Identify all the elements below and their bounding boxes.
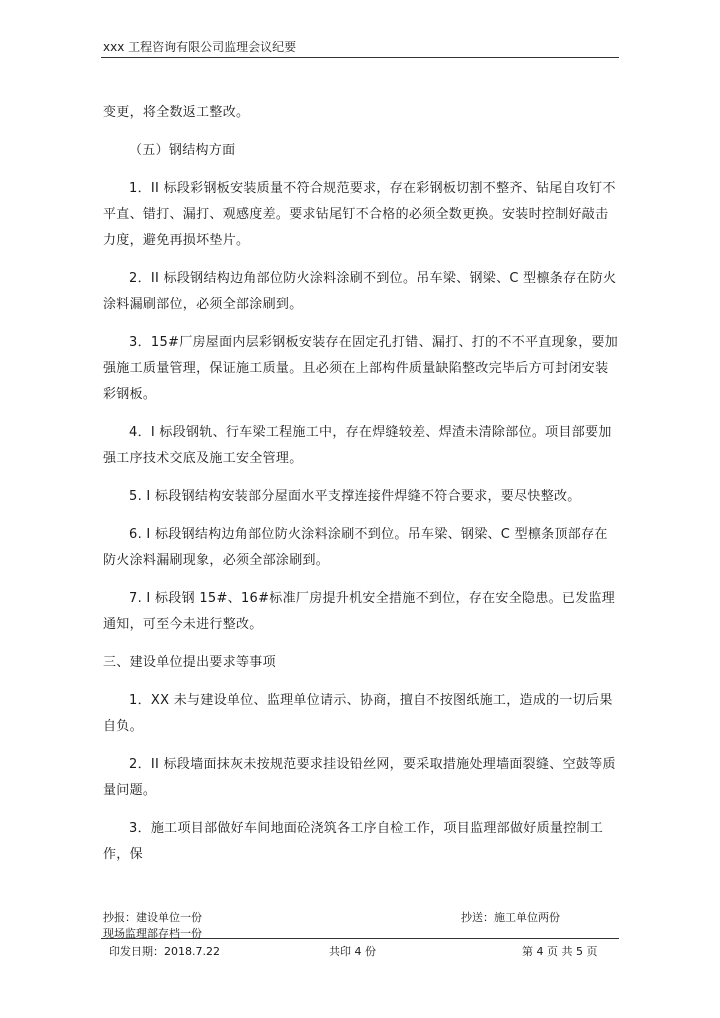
- footer-cc-report: 抄报：建设单位一份: [103, 911, 202, 924]
- footer-copies: 共印 4 份: [329, 945, 376, 958]
- document-body: [103, 100, 620, 880]
- steel-item-7: 7. I 标段钢 15#、16#标准厂房提升机安全措施不到位，存在安全隐患。已发监理通知，可至今未进行整改。: [103, 591, 616, 632]
- owner-item-2: 2．II 标段墙面抹灰未按规范要求挂设铅丝网，要采取措施处理墙面裂缝、空鼓等质量问题。: [103, 757, 616, 798]
- owner-item-3: 3．施工项目部做好车间地面砼浇筑各工序自检工作，项目监理部做好质量控制工作，保: [103, 821, 604, 862]
- steel-item-1: 1．II 标段彩钢板安装质量不符合规范要求，存在彩钢板切割不整齐、钻尾自攻钉不平直、错打、漏打、观感度差。要求钻尾钉不合格的必须全数更换。安装时控制好敲击力度，避免再损坏垫片。: [103, 181, 616, 248]
- section-heading-steel-structure: （五）钢结构方面: [129, 143, 236, 158]
- steel-item-5: 5. I 标段钢结构安装部分屋面水平支撑连接件焊缝不符合要求，要尽快整改。: [129, 489, 581, 504]
- footer-archive: 现场监理部存档一份: [103, 927, 202, 940]
- footer-page-number: 第 4 页 共 5 页: [522, 945, 598, 958]
- paragraph-continuation: 变更，将全数返工整改。: [103, 105, 250, 120]
- owner-item-1: 1．XX 未与建设单位、监理单位请示、协商，擅自不按图纸施工，造成的一切后果自负。: [103, 693, 613, 734]
- steel-item-6: 6. I 标段钢结构边角部位防火涂料涂刷不到位。吊车梁、钢梁、C 型檩条顶部存在防火涂料漏刷现象，必须全部涂刷到。: [103, 527, 608, 568]
- section-heading-owner-requirements: 三、建设单位提出要求等事项: [103, 655, 276, 670]
- steel-item-3: 3．15#厂房屋面内层彩钢板安装存在固定孔打错、漏打、打的不不平直现象，要加强施工质量管理，保证施工质量。且必须在上部构件质量缺陷整改完毕后方可封闭安装彩钢板。: [103, 335, 619, 402]
- steel-item-4: 4．I 标段钢轨、行车梁工程施工中，存在焊缝较差、焊渣未清除部位。项目部要加强工序技术交底及施工安全管理。: [103, 425, 612, 466]
- steel-item-2: 2．II 标段钢结构边角部位防火涂料涂刷不到位。吊车梁、钢梁、C 型檩条存在防火涂料漏刷部位，必须全部涂刷到。: [103, 271, 617, 312]
- document-header-title: xxx 工程咨询有限公司监理会议纪要: [103, 40, 297, 54]
- footer-divider: [101, 938, 619, 939]
- footer-cc-send: 抄送：施工单位两份: [461, 911, 560, 924]
- footer-issue-date: 印发日期：2018.7.22: [109, 945, 220, 958]
- header-divider: [101, 57, 619, 58]
